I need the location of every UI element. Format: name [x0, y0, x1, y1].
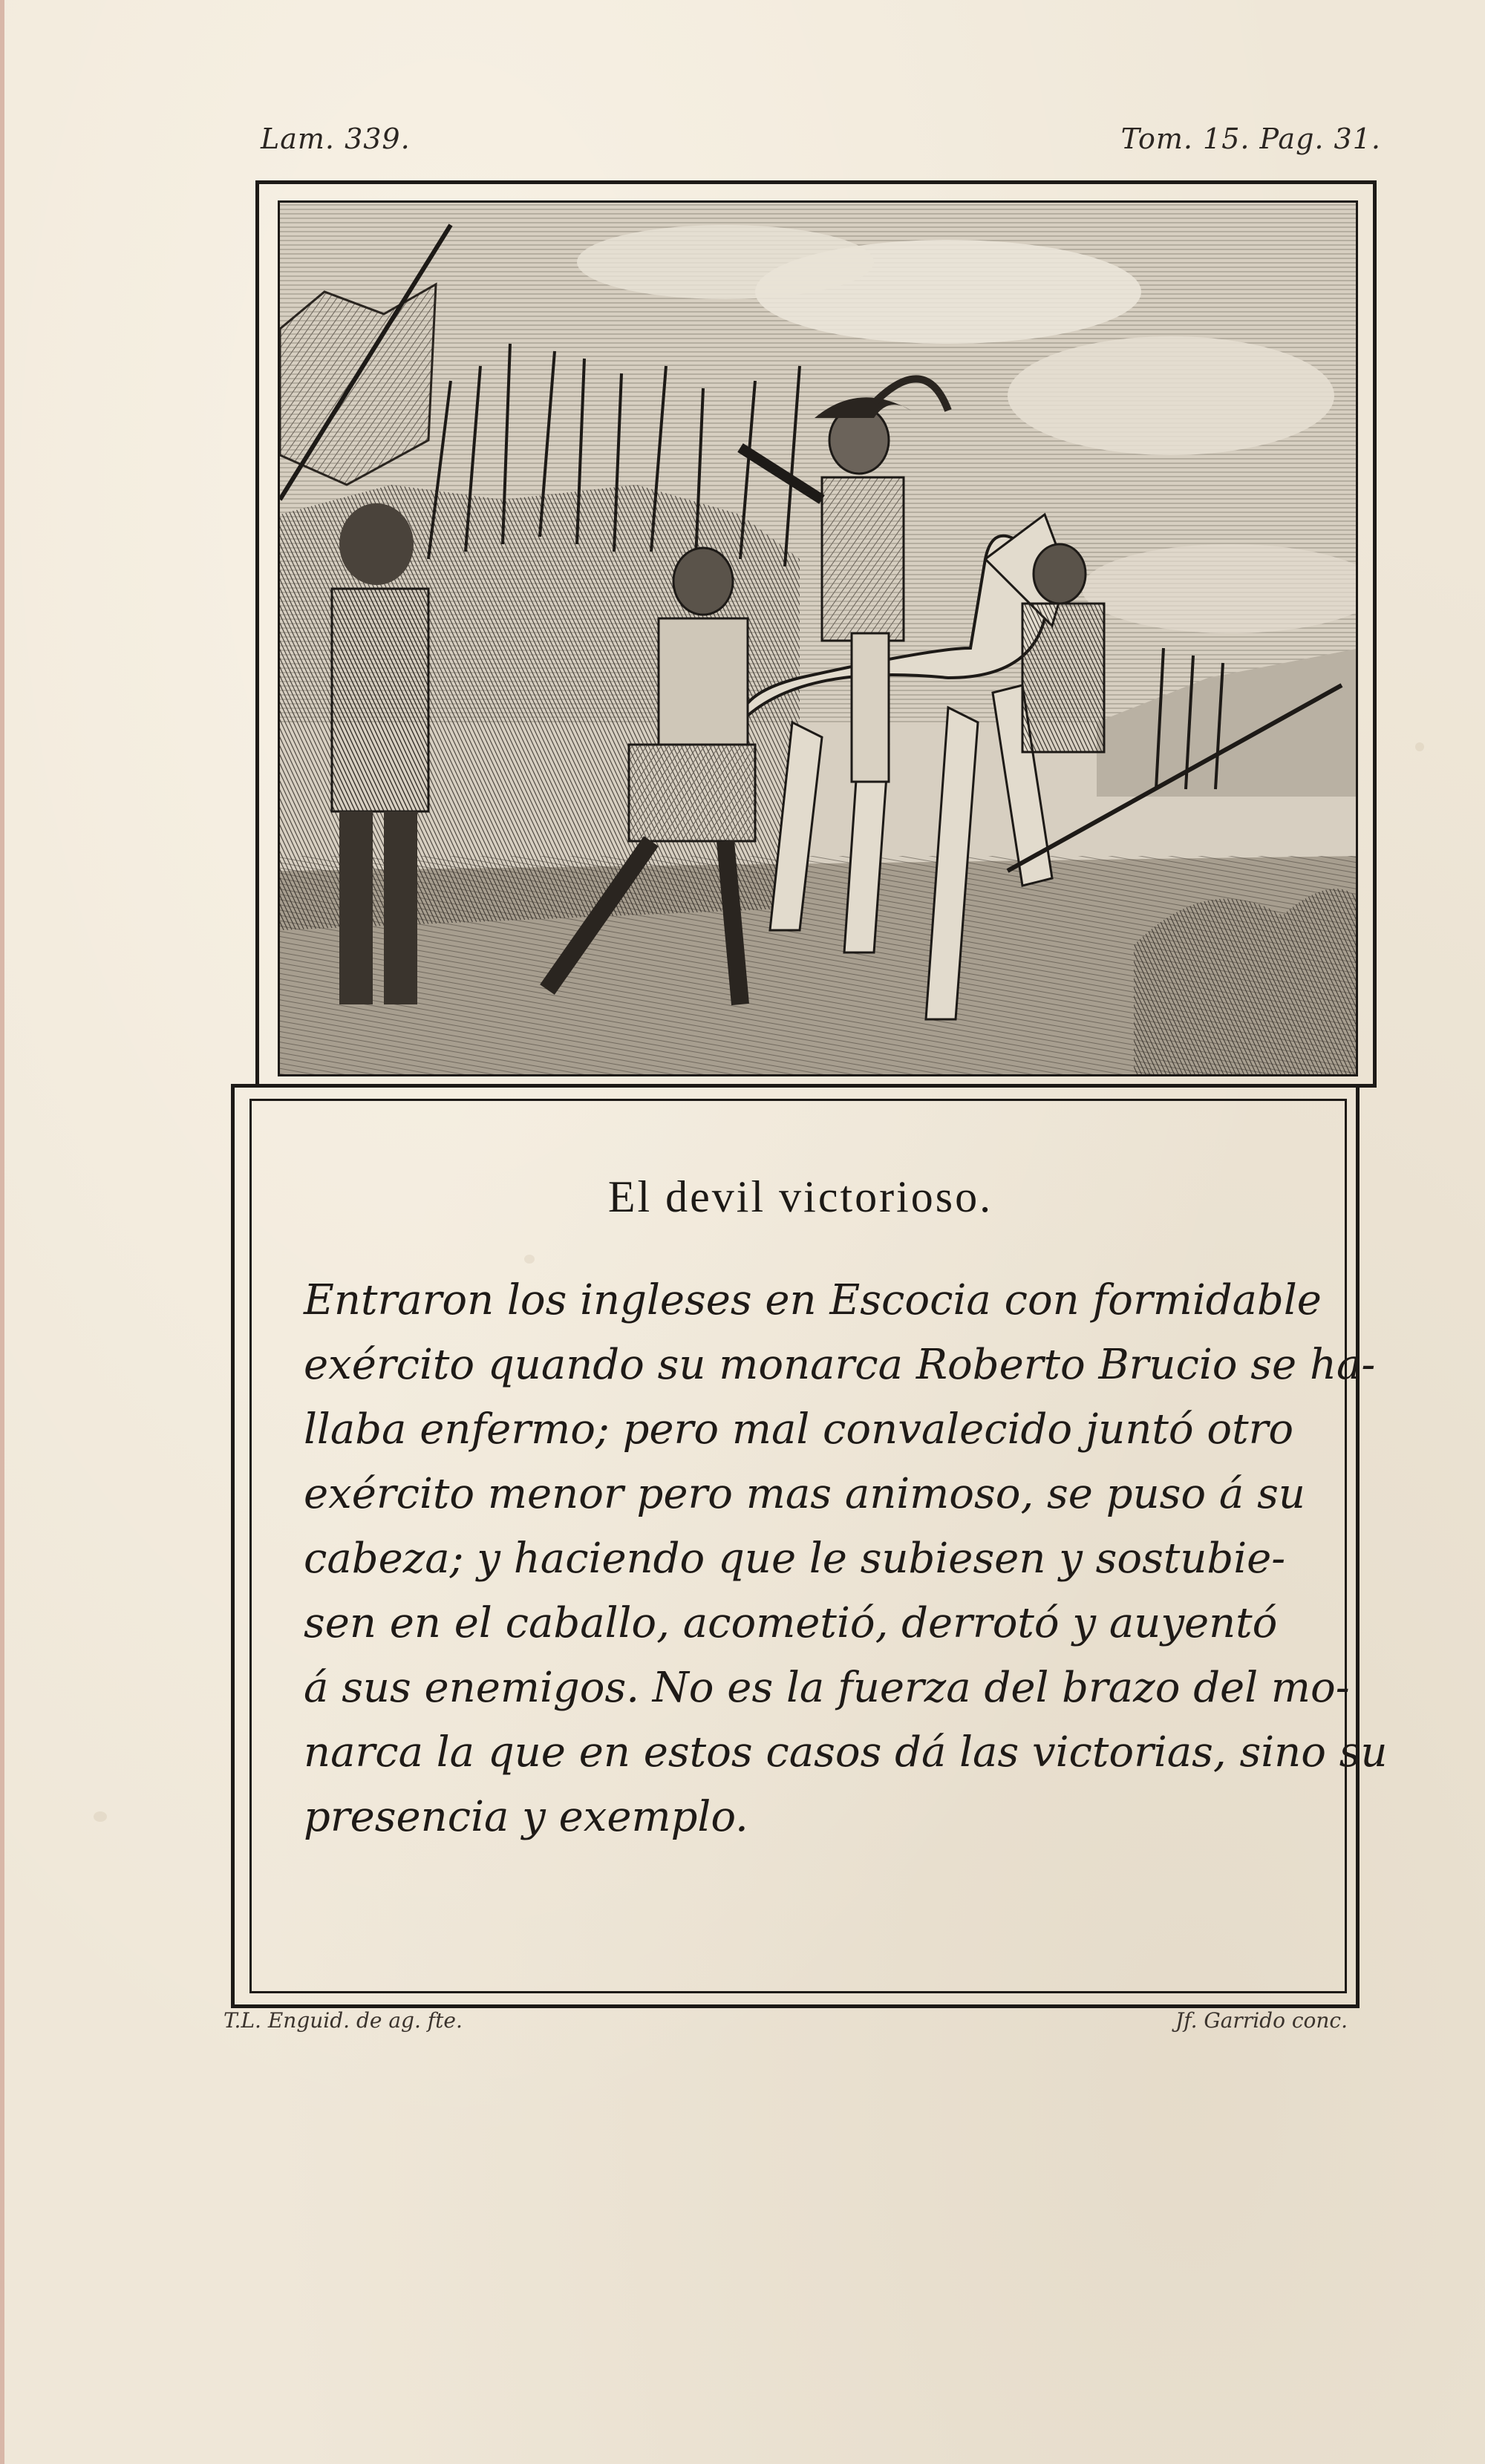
caption-line: Entraron los ingleses en Escocia con formidable [304, 1276, 1322, 1324]
caption-line: exército quando su monarca Roberto Brucio se ha- [304, 1341, 1376, 1389]
caption-line: á sus enemigos. No es la fuerza del brazo del mo- [304, 1664, 1350, 1712]
engraver-credit: T.L. Enguid. de ag. fte. [223, 2008, 463, 2033]
caption-box [249, 1099, 1388, 1993]
volume-page-reference: Tom. 15. Pag. 31. [1120, 122, 1381, 155]
foxing-spot [94, 1811, 107, 1822]
director-credit: Jf. Garrido conc. [1175, 2008, 1348, 2033]
caption-title: El devil victorioso. [607, 1172, 993, 1221]
engraving-scene [280, 203, 1358, 1076]
cloud [1008, 336, 1334, 455]
caption-text [304, 1268, 1388, 1849]
cloud [577, 225, 874, 299]
caption-line: llaba enfermo; pero mal convalecido juntó otro [304, 1405, 1294, 1454]
caption-line: exército menor pero mas animoso, se puso á su [304, 1470, 1305, 1518]
caption-line: narca la que en estos casos dá las victorias, sino su [304, 1728, 1388, 1777]
plate-number: Lam. 339. [261, 122, 411, 155]
caption-line: presencia y exemplo. [304, 1793, 748, 1841]
caption-line: cabeza; y haciendo que le subiesen y sostubie- [304, 1535, 1286, 1583]
illustration-engraving [278, 200, 1358, 1076]
caption-line: sen en el caballo, acometió, derrotó y auyentó [304, 1599, 1278, 1647]
foxing-spot [1415, 742, 1424, 751]
